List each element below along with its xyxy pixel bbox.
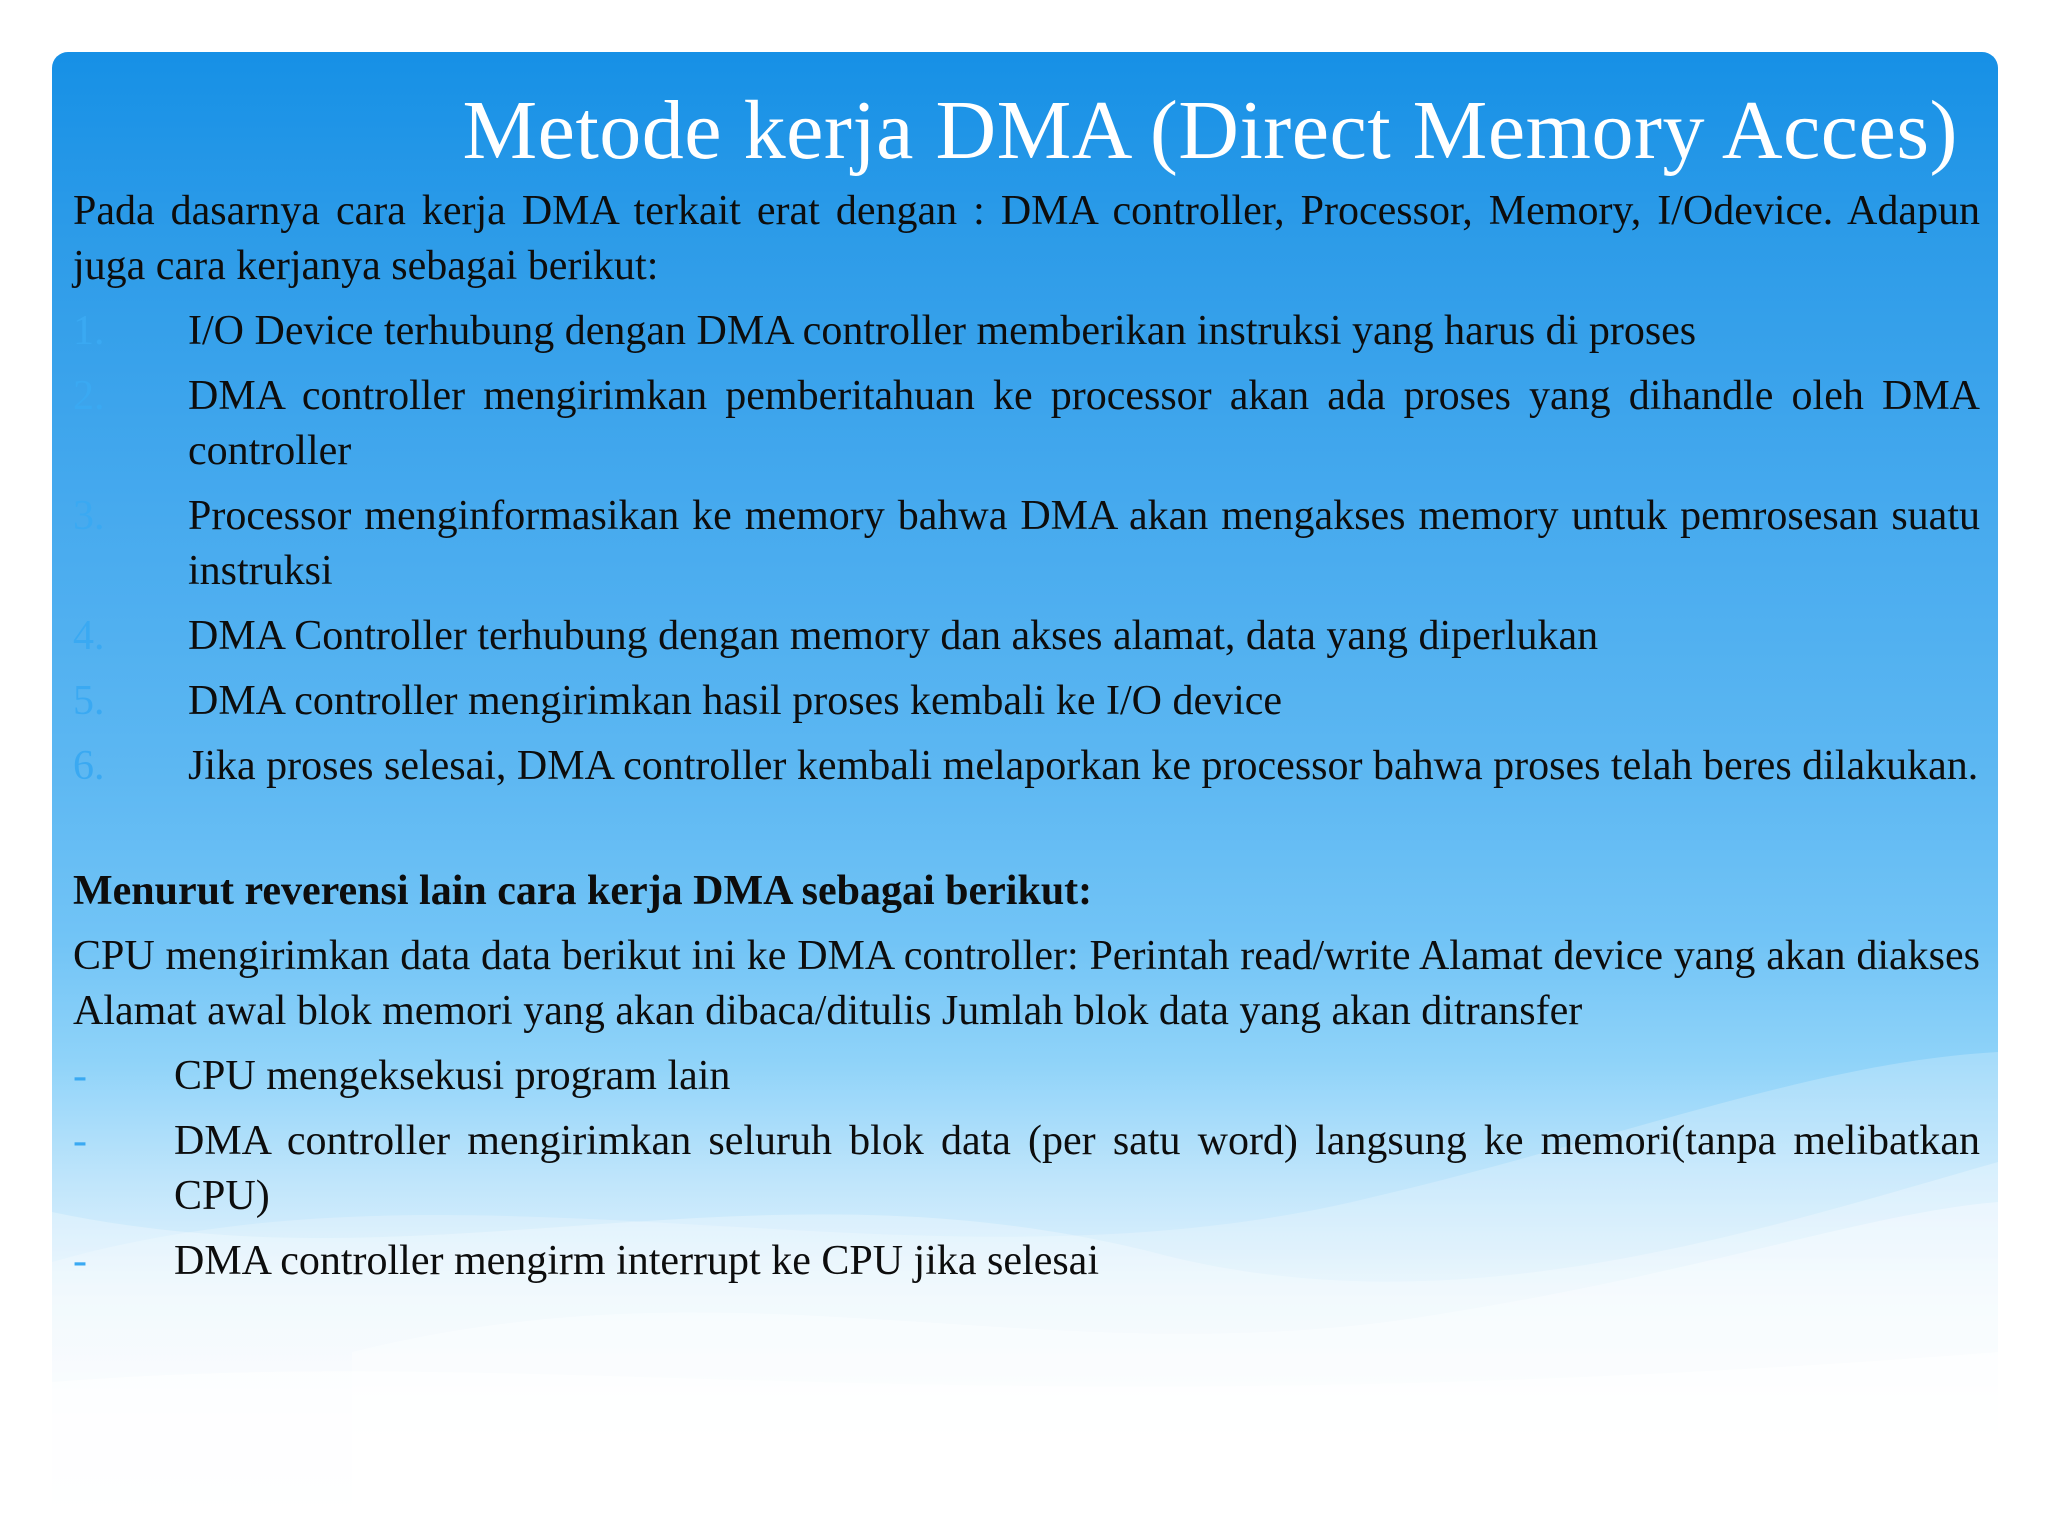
list-item-text: DMA controller mengirimkan pemberitahuan ke processor akan ada proses yang dihandle oleh DMA controller (188, 373, 1980, 474)
list-item-text: DMA Controller terhubung dengan memory dan akses alamat, data yang diperlukan (188, 613, 1599, 659)
list-dash: - (73, 1118, 87, 1164)
list-item (73, 1114, 1980, 1224)
section-spacer (73, 804, 1980, 864)
list-item-text: DMA controller mengirimkan hasil proses kembali ke I/O device (188, 678, 1283, 724)
list-number: 3. (73, 493, 105, 539)
list-item-text: DMA controller mengirm interrupt ke CPU jika selesai (174, 1238, 1099, 1284)
list-item (73, 1049, 1980, 1104)
list-item-text: CPU mengeksekusi program lain (174, 1053, 731, 1099)
list-number: 1. (73, 308, 105, 354)
list-item (73, 609, 1980, 664)
slide-title: Metode kerja DMA (Direct Memory Acces) (462, 84, 1958, 177)
alternative-reference-heading: Menurut reverensi lain cara kerja DMA sebagai berikut: (73, 868, 1093, 914)
alternative-intro-paragraph: CPU mengirimkan data data berikut ini ke DMA controller: Perintah read/write Alamat device yang akan diakses Alamat awal blok memori yang akan dibaca/ditulis Jumlah blok data yang akan ditransfer (73, 933, 1980, 1034)
list-item-text: I/O Device terhubung dengan DMA controller memberikan instruksi yang harus di proses (188, 308, 1697, 354)
list-item-text: DMA controller mengirimkan seluruh blok data (per satu word) langsung ke memori(tanpa melibatkan CPU) (174, 1118, 1980, 1219)
list-item (73, 674, 1980, 729)
list-number: 4. (73, 613, 105, 659)
list-number: 2. (73, 373, 105, 419)
list-dash: - (73, 1053, 87, 1099)
list-item-text: Processor menginformasikan ke memory bahwa DMA akan mengakses memory untuk pemrosesan suatu instruksi (188, 493, 1980, 594)
list-number: 6. (73, 743, 105, 789)
intro-paragraph: Pada dasarnya cara kerja DMA terkait erat dengan : DMA controller, Processor, Memory, I/Odevice. Adapun juga cara kerjanya sebagai berikut: (73, 188, 1980, 289)
dash-points-list (73, 1049, 1980, 1289)
list-item (73, 739, 1980, 794)
list-item-text: Jika proses selesai, DMA controller kembali melaporkan ke processor bahwa proses telah beres dilakukan. (188, 743, 1979, 789)
list-item (73, 304, 1980, 359)
list-item (73, 369, 1980, 479)
numbered-steps-list (73, 304, 1980, 794)
list-item (73, 1234, 1980, 1289)
list-dash: - (73, 1238, 87, 1284)
slide-content (73, 184, 1980, 1299)
list-item (73, 489, 1980, 599)
list-number: 5. (73, 678, 105, 724)
